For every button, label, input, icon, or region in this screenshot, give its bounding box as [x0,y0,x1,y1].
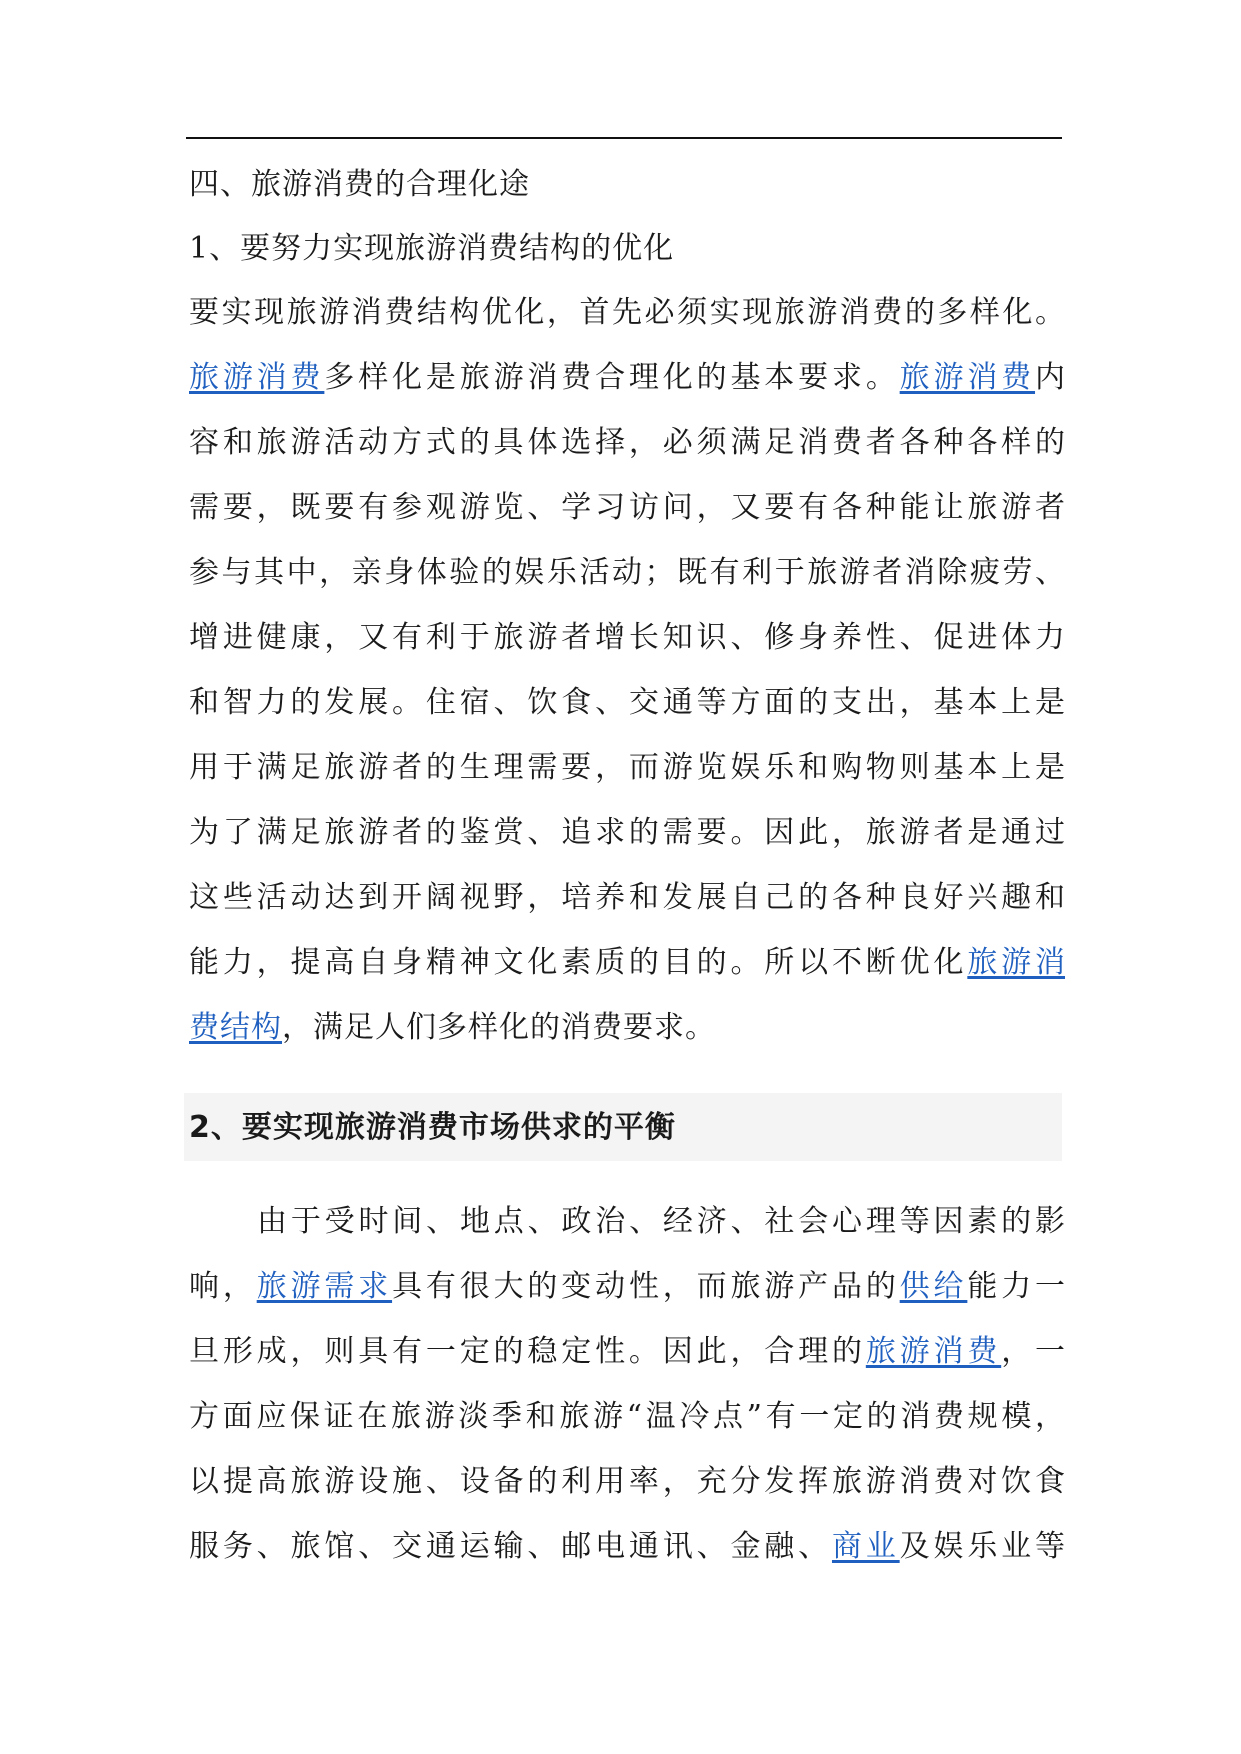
subheading-2: 2、要实现旅游消费市场供求的平衡 [189,1110,676,1145]
link-commerce[interactable]: 商业 [831,1529,900,1564]
para1-line: 为了满足旅游者的鉴赏、追求的需要。因此，旅游者是通过 [189,815,1065,850]
subheading-1: 1、要努力实现旅游消费结构的优化 [189,231,675,266]
para1-line: 增进健康，又有利于旅游者增长知识、修身养性、促进体力 [189,620,1065,655]
para1-text: 多样化是旅游消费合理化的基本要求。 [324,360,900,395]
link-consumption-structure[interactable]: 费结构 [189,1010,282,1045]
link-supply[interactable]: 供给 [899,1269,968,1304]
para2-line [189,1267,1065,1307]
section-heading: 四、旅游消费的合理化途 [189,167,530,202]
para1-line: 用于满足旅游者的生理需要，而游览娱乐和购物则基本上是 [189,750,1065,785]
para2-line: 由于受时间、地点、政治、经济、社会心理等因素的影 [257,1204,1065,1239]
para1-line: 要实现旅游消费结构优化，首先必须实现旅游消费的多样化。 [189,295,1065,330]
para2-text: 服务、旅馆、交通运输、邮电通讯、金融、 [189,1529,832,1564]
link-tourism-consumption[interactable]: 旅游消费 [189,360,325,395]
para2-text: 能力一 [967,1269,1066,1304]
para1-text: 能力，提高自身精神文化素质的目的。所以不断优化 [189,945,968,980]
para1-line [189,358,1065,398]
link-tourism-demand[interactable]: 旅游需求 [256,1269,393,1304]
para1-line: 这些活动达到开阔视野，培养和发展自己的各种良好兴趣和 [189,880,1065,915]
para1-line [189,943,1065,983]
link-tourism-consumption[interactable]: 旅游消费 [865,1334,1002,1369]
para2-line [189,1527,1065,1567]
para2-line [189,1332,1065,1372]
para1-line [189,1008,1065,1048]
para1-line: 需要，既要有参观游览、学习访问，又要有各种能让旅游者 [189,490,1065,525]
header-rule [186,137,1062,139]
para2-line: 方面应保证在旅游淡季和旅游“温冷点”有一定的消费规模， [189,1399,1065,1434]
para2-line: 以提高旅游设施、设备的利用率，充分发挥旅游消费对饮食 [189,1464,1065,1499]
link-consumption-structure[interactable]: 旅游消 [967,945,1066,980]
para2-text: ，一 [1001,1334,1066,1369]
link-tourism-consumption[interactable]: 旅游消费 [899,360,1036,395]
para2-text: 具有很大的变动性，而旅游产品的 [392,1269,900,1304]
para2-text: 及娱乐业等 [899,1529,1066,1564]
para1-line: 容和旅游活动方式的具体选择，必须满足消费者各种各样的 [189,425,1065,460]
para1-line: 参与其中，亲身体验的娱乐活动；既有利于旅游者消除疲劳、 [189,555,1065,590]
para2-text: 响， [189,1269,257,1304]
para2-text: 旦形成，则具有一定的稳定性。因此，合理的 [189,1334,866,1369]
para1-text: ，满足人们多样化的消费要求。 [282,1010,716,1045]
para1-text: 内 [1035,360,1066,395]
para1-line: 和智力的发展。住宿、饮食、交通等方面的支出，基本上是 [189,685,1065,720]
